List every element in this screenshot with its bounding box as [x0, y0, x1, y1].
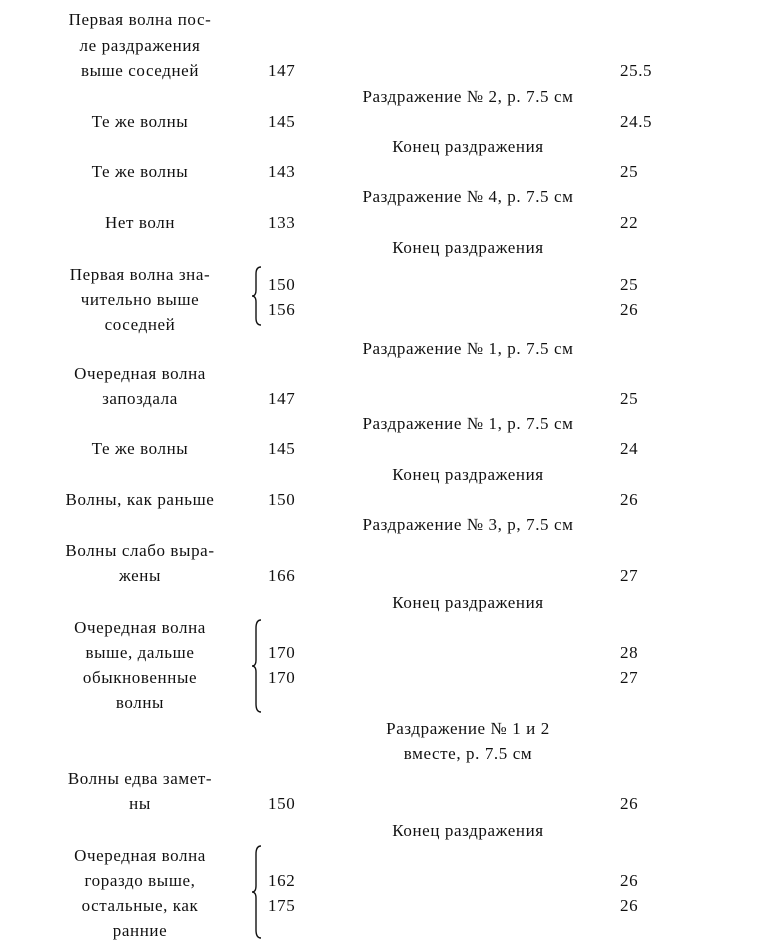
row-label-line: Первая волна зна-	[69, 265, 211, 284]
row-label-line: выше соседней	[80, 61, 200, 80]
row-value: 145	[268, 439, 296, 458]
row-label-line: Волны, как раньше	[65, 490, 215, 509]
stimulus-note: Раздражение № 1 и 2	[386, 719, 550, 738]
row-right-value: 24	[620, 439, 639, 458]
stimulus-note: Раздражение № 1, р. 7.5 см	[362, 414, 574, 433]
row-label-line: выше, дальше	[85, 643, 195, 662]
row-label-line: Те же волны	[91, 439, 189, 458]
row-label-line: ны	[129, 794, 151, 813]
row-value: 156	[268, 300, 296, 319]
stimulus-end-note: Конец раздражения	[392, 238, 544, 257]
row-label-line: ле раздражения	[79, 36, 201, 55]
row-label-line: Волны едва замет-	[67, 769, 213, 788]
row-label-line: остальные, как	[81, 896, 199, 915]
row-value: 150	[268, 275, 296, 294]
row-value: 170	[268, 643, 296, 662]
row-value: 175	[268, 896, 296, 915]
row-right-value: 25	[620, 389, 639, 408]
row-right-value: 28	[620, 643, 639, 662]
row-label-line: обыкновенные	[82, 668, 198, 687]
row-value: 147	[268, 61, 296, 80]
row-label-line: чительно выше	[80, 290, 200, 309]
row-right-value: 25.5	[620, 61, 653, 80]
row-right-value: 27	[620, 566, 639, 585]
row-label-line: Очередная волна	[74, 618, 206, 637]
row-label-line: Очередная волна	[74, 846, 206, 865]
row-value: 150	[268, 794, 296, 813]
row-right-value: 24.5	[620, 112, 653, 131]
row-label-line: соседней	[104, 315, 176, 334]
row-right-value: 25	[620, 275, 639, 294]
stimulus-end-note: Конец раздражения	[392, 821, 544, 840]
stimulus-note: Раздражение № 2, р. 7.5 см	[362, 87, 574, 106]
brace	[252, 845, 262, 939]
row-right-value: 25	[620, 162, 639, 181]
row-label-line: Те же волны	[91, 162, 189, 181]
row-label-line: запоздала	[102, 389, 178, 408]
row-label-line: Очередная волна	[74, 364, 206, 383]
row-value: 150	[268, 490, 296, 509]
row-value: 170	[268, 668, 296, 687]
row-right-value: 26	[620, 794, 639, 813]
stimulus-note: Раздражение № 3, р, 7.5 см	[362, 515, 574, 534]
row-label-line: ранние	[112, 921, 168, 940]
row-right-value: 22	[620, 213, 639, 232]
stimulus-note: Раздражение № 4, р. 7.5 см	[362, 187, 574, 206]
row-value: 162	[268, 871, 296, 890]
brace	[252, 619, 262, 713]
row-value: 147	[268, 389, 296, 408]
stimulus-end-note: Конец раздражения	[392, 137, 544, 156]
row-label-line: Первая волна пос-	[68, 10, 212, 29]
row-value: 166	[268, 566, 296, 585]
row-right-value: 26	[620, 871, 639, 890]
brace	[252, 266, 262, 326]
row-label-line: жены	[119, 566, 161, 585]
row-label-line: Нет волн	[104, 213, 176, 232]
row-label-line: Те же волны	[91, 112, 189, 131]
row-value: 133	[268, 213, 296, 232]
row-value: 143	[268, 162, 296, 181]
row-label-line: волны	[115, 693, 165, 712]
row-right-value: 26	[620, 896, 639, 915]
stimulus-end-note: Конец раздражения	[392, 465, 544, 484]
stimulus-end-note: Конец раздражения	[392, 593, 544, 612]
row-value: 145	[268, 112, 296, 131]
row-right-value: 27	[620, 668, 639, 687]
stimulus-note: вместе, р. 7.5 см	[403, 744, 533, 763]
row-right-value: 26	[620, 300, 639, 319]
row-label-line: гораздо выше,	[84, 871, 196, 890]
row-label-line: Волны слабо выра-	[65, 541, 215, 560]
stimulus-note: Раздражение № 1, р. 7.5 см	[362, 339, 574, 358]
row-right-value: 26	[620, 490, 639, 509]
